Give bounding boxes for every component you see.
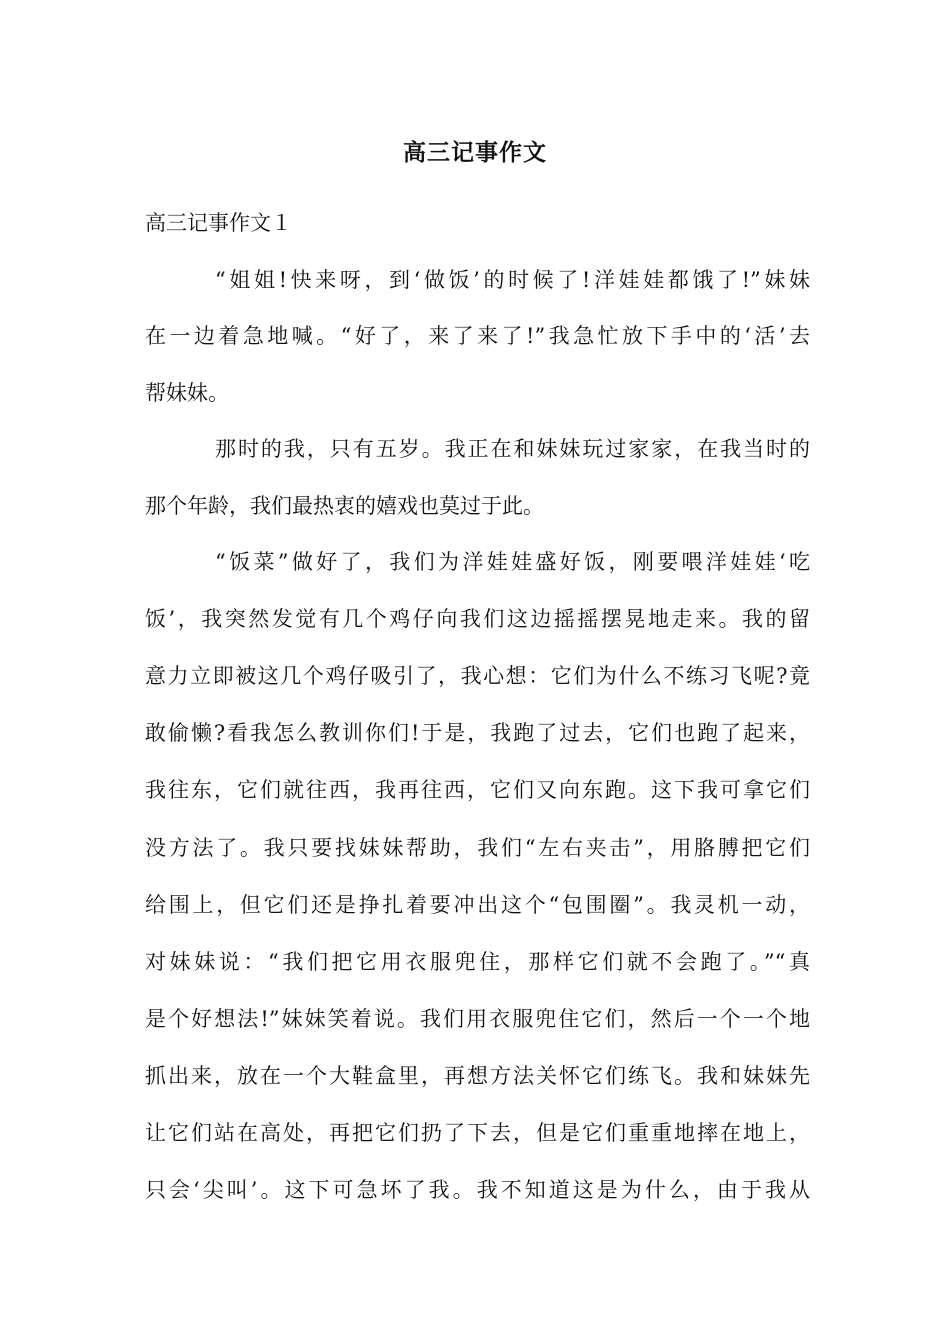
text-line: 帮妹妹。 [145,381,229,405]
text-line: 让它们站在高处，再把它们扔了下去，但是它们重重地摔在地上， [145,1121,810,1145]
text-line: 意力立即被这几个鸡仔吸引了，我心想：它们为什么不练习飞呢?竟 [145,664,810,688]
text-line: 在一边着急地喊。“好了，来了来了!”我急忙放下手中的‘活’去 [145,324,810,348]
text-line: 饭’，我突然发觉有几个鸡仔向我们这边摇摇摆晃地走来。我的留 [145,607,810,631]
text-line: 那个年龄，我们最热衷的嬉戏也莫过于此。 [145,494,544,518]
text-line: “饭菜”做好了，我们为洋娃娃盛好饭，刚要喂洋娃娃‘吃 [215,550,810,574]
text-line: 没方法了。我只要找妹妹帮助，我们“左右夹击”，用胳膊把它们 [145,836,810,860]
text-line: 我往东，它们就往西，我再往西，它们又向东跑。这下我可拿它们 [145,778,810,802]
text-line: 抓出来，放在一个大鞋盒里，再想方法关怀它们练飞。我和妹妹先 [145,1064,810,1088]
text-line: 是个好想法!”妹妹笑着说。我们用衣服兜住它们，然后一个一个地 [145,1007,810,1031]
text-line: 那时的我，只有五岁。我正在和妹妹玩过家家，在我当时的 [215,437,810,461]
section-heading: 高三记事作文１ [145,211,292,235]
text-line: 只会‘尖叫’。这下可急坏了我。我不知道这是为什么，由于我从 [145,1178,810,1202]
text-line: “姐姐!快来呀，到‘做饭’的时候了!洋娃娃都饿了!”妹妹 [215,268,810,292]
text-line: 敢偷懒?看我怎么教训你们!于是，我跑了过去，它们也跑了起来， [145,721,810,745]
text-line: 给围上，但它们还是挣扎着要冲出这个“包围圈”。我灵机一动， [145,893,810,917]
document-title: 高三记事作文 [403,139,547,166]
text-line: 对妹妹说：“我们把它用衣服兜住，那样它们就不会跑了。”“真 [145,950,810,974]
